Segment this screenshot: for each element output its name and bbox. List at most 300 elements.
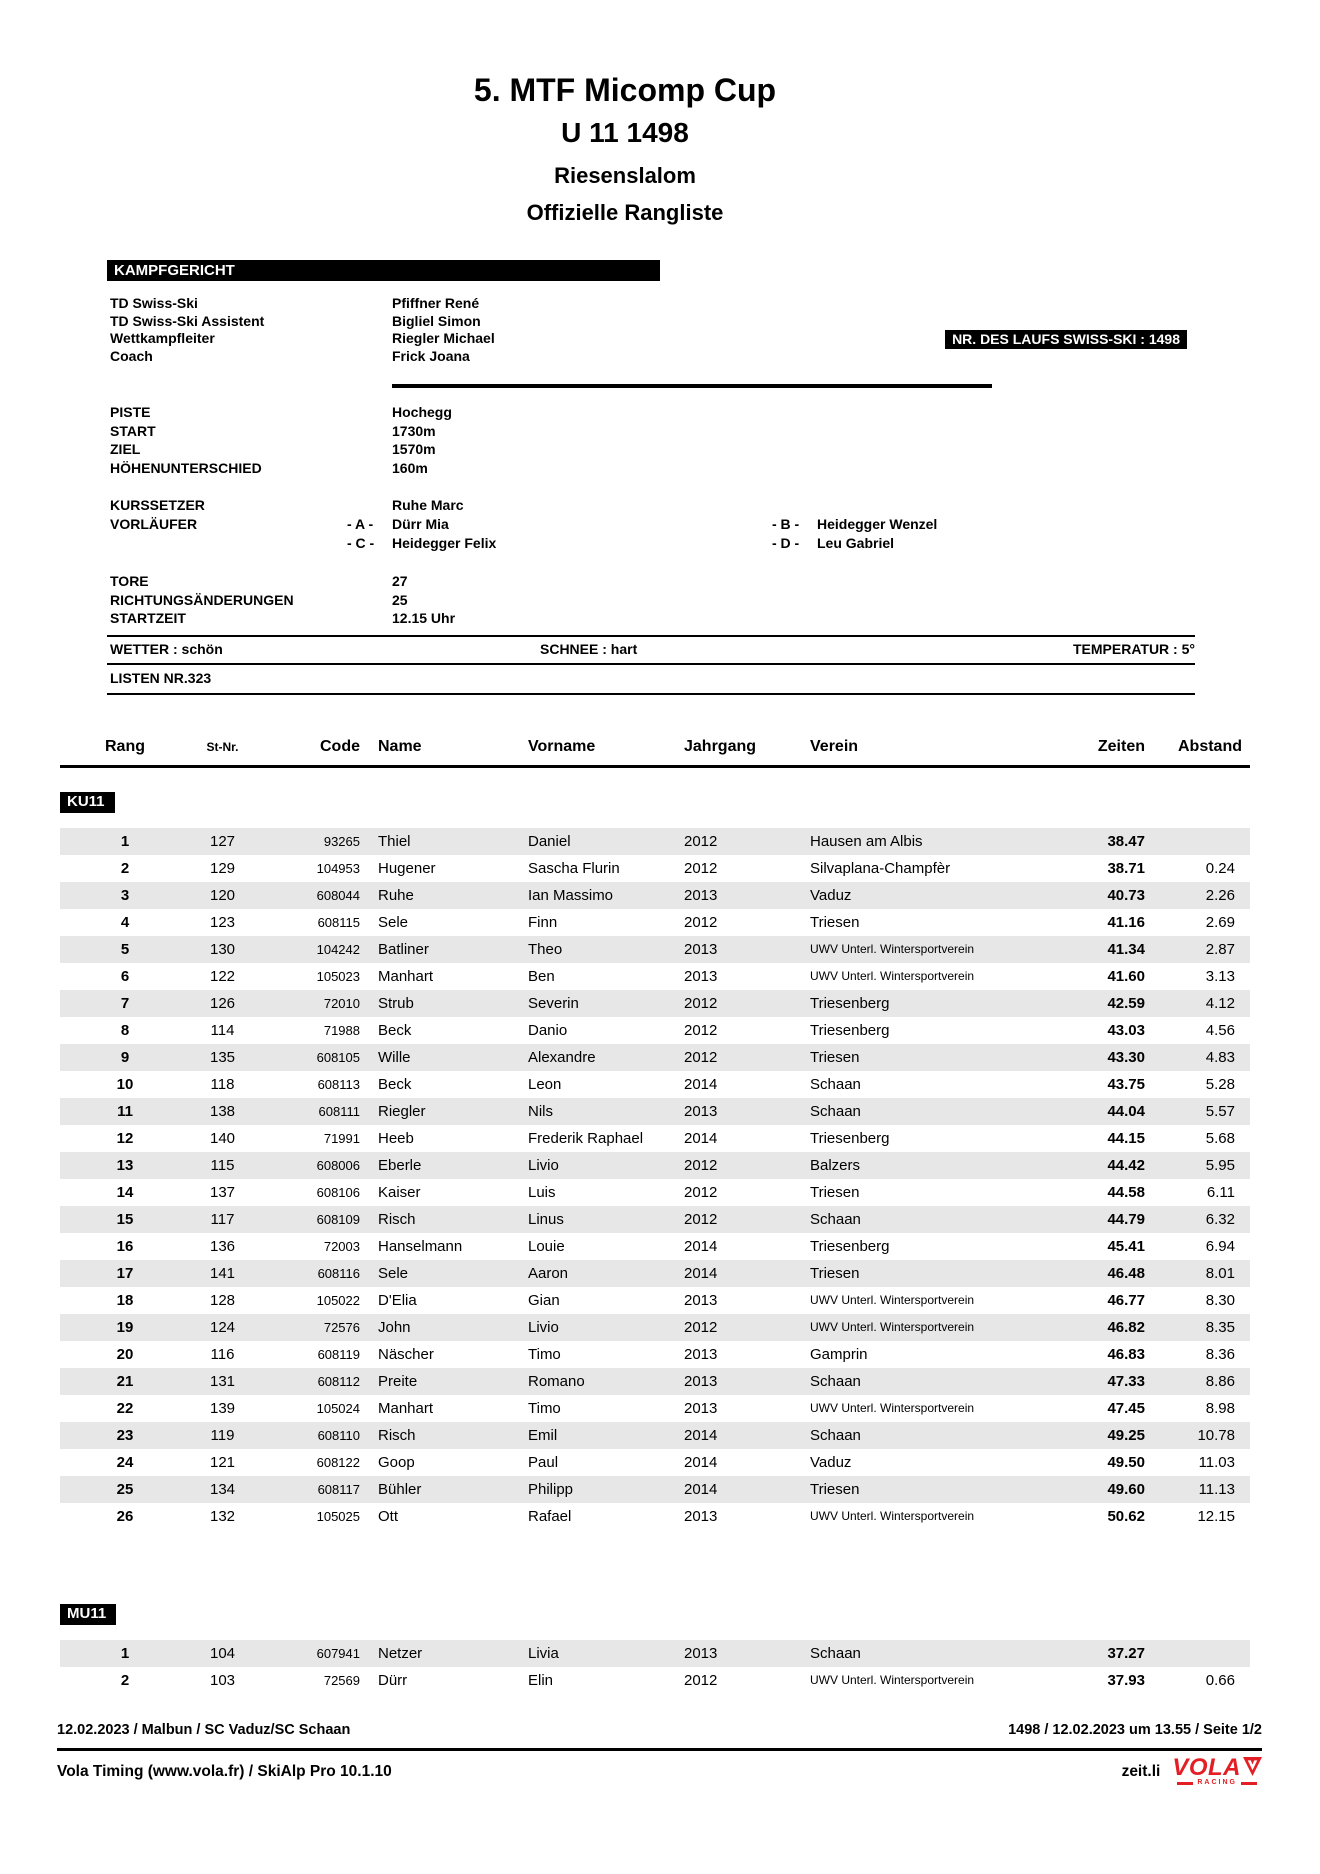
cell-year: 2012	[684, 1318, 718, 1336]
table-row	[60, 1125, 1250, 1152]
category-title: U 11 1498	[561, 117, 689, 148]
table-row	[60, 1071, 1250, 1098]
table-row	[60, 1449, 1250, 1476]
cell-rank: 4	[120, 913, 130, 931]
kv-label: VORLÄUFER	[110, 516, 198, 532]
cell-bib: 129	[209, 859, 236, 877]
cell-verein: Schaan	[810, 1426, 861, 1444]
section-rows	[60, 1640, 1250, 1694]
cell-code: 93265	[323, 833, 360, 849]
table-row	[60, 1503, 1250, 1530]
footer-brand-area	[1121, 1754, 1262, 1787]
table-row	[60, 1044, 1250, 1071]
results-sections	[60, 792, 1250, 1694]
cell-vorname: Frederik Raphael	[528, 1129, 644, 1147]
cell-rank: 17	[116, 1264, 134, 1282]
cell-name: Näscher	[378, 1345, 434, 1363]
jury-header-bar: KAMPFGERICHT	[107, 260, 660, 281]
table-row	[60, 1152, 1250, 1179]
cell-gap: 5.57	[1205, 1102, 1235, 1120]
cell-time: 37.27	[1107, 1644, 1145, 1662]
cell-rank: 3	[120, 886, 130, 904]
cell-bib: 103	[209, 1671, 236, 1689]
cell-year: 2013	[684, 967, 718, 985]
cell-year: 2013	[684, 886, 718, 904]
vola-racing-subtext	[1177, 1779, 1257, 1787]
cell-year: 2014	[684, 1129, 718, 1147]
gates-row	[107, 609, 1195, 628]
cell-rank: 2	[120, 1671, 130, 1689]
discipline-title: Riesenslalom	[554, 163, 696, 188]
kv-label: START	[110, 422, 156, 439]
table-row	[60, 1179, 1250, 1206]
kurssetzer-row	[107, 496, 1195, 515]
cell-verein: Triesen	[810, 1480, 860, 1498]
cell-vorname: Severin	[528, 994, 579, 1012]
cell-verein: Schaan	[810, 1210, 861, 1228]
cell-year: 2013	[684, 1372, 718, 1390]
table-row	[60, 990, 1250, 1017]
cell-vorname: Danio	[528, 1021, 568, 1039]
cell-vorname: Linus	[528, 1210, 564, 1228]
cell-name: Bühler	[378, 1480, 422, 1498]
racing-label: RACING	[1197, 1779, 1237, 1786]
cell-year: 2014	[684, 1453, 718, 1471]
cell-bib: 115	[210, 1156, 235, 1174]
cell-bib: 141	[209, 1264, 236, 1282]
course-row	[107, 440, 1195, 459]
cell-name: Ruhe	[378, 886, 414, 904]
cell-year: 2014	[684, 1264, 718, 1282]
jury-label: Wettkampfleiter	[110, 330, 215, 346]
cell-vorname: Nils	[528, 1102, 553, 1120]
forerunner-name: Leu Gabriel	[817, 535, 895, 551]
table-row	[60, 1287, 1250, 1314]
cell-vorname: Rafael	[528, 1507, 572, 1525]
cell-gap: 8.86	[1205, 1372, 1235, 1390]
timing-software-credit: Vola Timing (www.vola.fr) / SkiAlp Pro 10.1.10	[57, 1763, 392, 1780]
kv-value: 1730m	[392, 422, 436, 439]
list-subtitle: Offizielle Rangliste	[526, 200, 724, 225]
cell-rank: 25	[116, 1480, 134, 1498]
cell-rank: 23	[116, 1426, 134, 1444]
kv-value: 1570m	[392, 441, 436, 457]
cell-verein: UWV Unterl. Wintersportverein	[810, 1292, 975, 1307]
listen-nr: LISTEN NR.323	[110, 669, 212, 686]
forerunner-tag: - C -	[347, 535, 375, 551]
table-row	[60, 1017, 1250, 1044]
cell-code: 72010	[323, 995, 360, 1011]
cell-code: 71991	[323, 1130, 360, 1146]
cell-gap: 4.83	[1205, 1048, 1235, 1066]
table-row	[60, 1476, 1250, 1503]
cell-gap: 0.66	[1205, 1671, 1235, 1689]
cell-code: 608109	[316, 1211, 360, 1227]
weather-info: WETTER : schön	[110, 640, 223, 657]
header-vorname: Vorname	[528, 737, 596, 755]
cell-rank: 10	[116, 1075, 134, 1093]
cell-rank: 26	[116, 1507, 134, 1525]
cell-name: Eberle	[378, 1156, 422, 1174]
table-row	[60, 1314, 1250, 1341]
header-abstand: Abstand	[1178, 737, 1242, 755]
cell-verein: Hausen am Albis	[810, 832, 923, 850]
cell-year: 2013	[684, 940, 718, 958]
cell-time: 47.33	[1107, 1372, 1145, 1390]
cell-gap: 6.11	[1206, 1183, 1235, 1201]
cell-vorname: Livia	[528, 1644, 559, 1662]
cell-rank: 5	[120, 940, 130, 958]
cell-name: John	[378, 1318, 411, 1336]
cell-verein: Silvaplana-Champfèr	[810, 859, 951, 877]
cell-verein: Schaan	[810, 1372, 861, 1390]
cell-year: 2012	[684, 1671, 718, 1689]
table-row	[60, 855, 1250, 882]
kv-label: STARTZEIT	[110, 610, 186, 626]
cell-time: 46.77	[1107, 1291, 1145, 1309]
cell-vorname: Finn	[528, 913, 558, 931]
footer-page-info: 1498 / 12.02.2023 um 13.55 / Seite 1/2	[1008, 1722, 1262, 1738]
cell-verein: Vaduz	[810, 886, 852, 904]
cell-vorname: Alexandre	[528, 1048, 596, 1066]
cell-bib: 134	[209, 1480, 236, 1498]
cell-name: Wille	[378, 1048, 411, 1066]
jury-section	[107, 260, 1195, 388]
cell-rank: 19	[116, 1318, 134, 1336]
table-row	[60, 936, 1250, 963]
cell-vorname: Leon	[528, 1075, 562, 1093]
table-row	[60, 1422, 1250, 1449]
cell-rank: 12	[116, 1129, 134, 1147]
cell-vorname: Livio	[528, 1318, 559, 1336]
cell-rank: 15	[116, 1210, 134, 1228]
cell-name: Preite	[378, 1372, 418, 1390]
title-block	[60, 0, 1190, 230]
cell-year: 2012	[684, 1210, 718, 1228]
cell-bib: 123	[209, 913, 236, 931]
cell-rank: 22	[116, 1399, 134, 1417]
table-row	[60, 909, 1250, 936]
cell-verein: Balzers	[810, 1156, 861, 1174]
cell-bib: 138	[209, 1102, 236, 1120]
cell-code: 608110	[317, 1427, 360, 1443]
results-section	[60, 792, 1250, 1530]
cell-code: 608112	[317, 1373, 360, 1389]
cell-year: 2014	[684, 1075, 718, 1093]
divider-rule	[392, 384, 992, 388]
jury-value: Pfiffner René	[392, 295, 480, 311]
forerunner-tag: - D -	[772, 535, 800, 551]
cell-vorname: Timo	[528, 1345, 561, 1363]
footer-event-location: 12.02.2023 / Malbun / SC Vaduz/SC Schaan	[57, 1722, 351, 1738]
vola-brand-text: VOLA	[1172, 1754, 1241, 1781]
gates-row	[107, 591, 1195, 610]
cell-gap: 10.78	[1197, 1426, 1235, 1444]
footer-date-line	[57, 1722, 1262, 1739]
cell-verein: Triesenberg	[810, 1021, 890, 1039]
cell-gap	[1145, 828, 1250, 855]
cell-gap: 2.26	[1205, 886, 1235, 904]
header-rank: Rang	[105, 737, 145, 755]
cell-year: 2014	[684, 1480, 718, 1498]
cell-name: Batliner	[378, 940, 429, 958]
cell-rank: 1	[120, 832, 130, 850]
results-table	[60, 737, 1250, 1694]
cell-bib: 132	[209, 1507, 236, 1525]
cell-gap: 8.30	[1205, 1291, 1235, 1309]
cell-name: Sele	[378, 913, 409, 931]
cell-verein: Schaan	[810, 1075, 861, 1093]
table-row	[60, 882, 1250, 909]
course-row	[107, 422, 1195, 441]
cell-code: 608006	[316, 1157, 360, 1173]
cell-name: D'Elia	[378, 1291, 417, 1309]
forerunner-tag: - B -	[772, 516, 800, 532]
header-name: Name	[378, 737, 422, 755]
cell-gap: 6.32	[1205, 1210, 1235, 1228]
cell-gap: 4.12	[1205, 994, 1235, 1012]
cell-bib: 117	[210, 1210, 235, 1228]
cell-code: 607941	[316, 1645, 360, 1661]
race-number-badge: NR. DES LAUFS SWISS-SKI : 1498	[945, 330, 1187, 349]
cell-time: 44.04	[1107, 1102, 1145, 1120]
cell-bib: 114	[210, 1021, 235, 1039]
kv-value: 27	[392, 573, 408, 589]
cell-name: Goop	[378, 1453, 415, 1471]
forerunner-name: Heidegger Wenzel	[817, 516, 938, 532]
cell-bib: 137	[209, 1183, 236, 1201]
cell-time: 43.30	[1107, 1048, 1145, 1066]
kv-label: TORE	[110, 573, 149, 589]
cell-verein: Triesen	[810, 913, 860, 931]
cell-time: 41.16	[1107, 913, 1145, 931]
cell-time: 46.83	[1107, 1345, 1145, 1363]
kv-value: Ruhe Marc	[392, 497, 464, 513]
cell-code: 104242	[316, 941, 360, 957]
table-row	[60, 1667, 1250, 1694]
cell-gap: 8.98	[1205, 1399, 1235, 1417]
jury-row	[107, 295, 1195, 313]
course-row	[107, 403, 1195, 422]
cell-rank: 18	[116, 1291, 134, 1309]
gates-section	[107, 572, 1195, 628]
cell-name: Heeb	[378, 1129, 414, 1147]
cell-bib: 124	[209, 1318, 236, 1336]
header-verein: Verein	[810, 737, 859, 755]
cell-gap: 2.69	[1205, 913, 1235, 931]
cell-bib: 122	[209, 967, 236, 985]
forerunner-name: Heidegger Felix	[392, 535, 497, 551]
kv-value: 25	[392, 591, 408, 608]
cell-year: 2013	[684, 1291, 718, 1309]
cell-time: 46.48	[1107, 1264, 1145, 1282]
cell-name: Hugener	[378, 859, 436, 877]
cell-verein: Triesen	[810, 1264, 860, 1282]
cell-vorname: Livio	[528, 1156, 559, 1174]
cell-bib: 130	[209, 940, 236, 958]
cell-vorname: Gian	[528, 1291, 560, 1309]
cell-vorname: Louie	[528, 1237, 565, 1255]
cell-name: Netzer	[378, 1644, 423, 1662]
cell-bib: 118	[210, 1075, 235, 1093]
section-tag: MU11	[60, 1604, 116, 1625]
divider-rule	[57, 1748, 1262, 1751]
cell-year: 2013	[684, 1345, 718, 1363]
cell-time: 46.82	[1107, 1318, 1145, 1336]
cell-bib: 127	[209, 832, 236, 850]
cell-bib: 139	[209, 1399, 236, 1417]
cell-bib: 126	[209, 994, 236, 1012]
cell-year: 2014	[684, 1237, 718, 1255]
logo-bar	[1241, 1782, 1257, 1785]
cell-verein: Triesenberg	[810, 994, 890, 1012]
section-rows	[60, 828, 1250, 1530]
cell-time: 41.60	[1107, 967, 1145, 985]
header-bib: St-Nr.	[206, 739, 239, 754]
cell-vorname: Timo	[528, 1399, 561, 1417]
cell-verein: UWV Unterl. Wintersportverein	[810, 968, 975, 983]
cell-year: 2012	[684, 1183, 718, 1201]
cell-gap: 8.36	[1205, 1345, 1235, 1363]
cell-year: 2012	[684, 1048, 718, 1066]
cell-rank: 1	[120, 1644, 130, 1662]
cell-bib: 120	[209, 886, 236, 904]
table-row	[60, 1395, 1250, 1422]
cell-time: 49.60	[1107, 1480, 1145, 1498]
cell-gap: 0.24	[1205, 859, 1235, 877]
cell-time: 47.45	[1107, 1399, 1145, 1417]
cell-code: 608117	[317, 1481, 360, 1497]
cell-year: 2013	[684, 1399, 718, 1417]
cell-verein: UWV Unterl. Wintersportverein	[810, 1672, 975, 1687]
results-header-row	[60, 737, 1250, 768]
cell-rank: 9	[120, 1048, 130, 1066]
cell-vorname: Theo	[528, 940, 563, 958]
cell-code: 608116	[317, 1265, 360, 1281]
table-row	[60, 1206, 1250, 1233]
cell-verein: UWV Unterl. Wintersportverein	[810, 1400, 975, 1415]
cell-time: 38.71	[1107, 859, 1145, 877]
jury-row	[107, 313, 1195, 331]
cell-gap: 4.56	[1205, 1021, 1235, 1039]
cell-time: 43.75	[1107, 1075, 1145, 1093]
temperature-info: TEMPERATUR : 5°	[1072, 640, 1195, 657]
cell-bib: 119	[210, 1426, 235, 1444]
cell-name: Thiel	[378, 832, 411, 850]
forerunner-tag: - A -	[347, 516, 374, 532]
cell-vorname: Ben	[528, 967, 555, 985]
cell-code: 105024	[316, 1400, 360, 1416]
cell-gap: 11.13	[1198, 1480, 1235, 1498]
cell-time: 44.58	[1107, 1183, 1145, 1201]
table-row	[60, 1260, 1250, 1287]
table-row	[60, 1098, 1250, 1125]
cell-verein: UWV Unterl. Wintersportverein	[810, 1508, 975, 1523]
cell-time: 49.25	[1107, 1426, 1145, 1444]
cell-name: Beck	[378, 1075, 412, 1093]
cell-year: 2012	[684, 994, 718, 1012]
course-section	[107, 403, 1195, 477]
cell-name: Dürr	[378, 1671, 408, 1689]
cell-gap: 5.28	[1205, 1075, 1235, 1093]
cell-bib: 135	[209, 1048, 236, 1066]
kv-label	[107, 534, 347, 553]
cell-verein: Schaan	[810, 1102, 861, 1120]
cell-rank: 8	[120, 1021, 130, 1039]
vola-racing-logo	[1172, 1754, 1262, 1787]
kv-value: Hochegg	[392, 404, 452, 420]
cell-code: 71988	[323, 1022, 360, 1038]
cell-code: 72576	[323, 1319, 360, 1335]
cell-code: 608115	[317, 914, 360, 930]
table-row	[60, 1368, 1250, 1395]
cell-vorname: Elin	[528, 1671, 554, 1689]
cell-code: 105025	[316, 1508, 360, 1524]
forerunner-row	[107, 515, 1195, 534]
cell-year: 2012	[684, 832, 718, 850]
cell-code: 105023	[316, 968, 360, 984]
jury-row	[107, 348, 1195, 366]
cell-bib: 128	[209, 1291, 236, 1309]
cell-year: 2012	[684, 859, 718, 877]
cell-gap: 5.95	[1205, 1156, 1235, 1174]
cell-rank: 16	[116, 1237, 134, 1255]
cell-time: 37.93	[1107, 1671, 1145, 1689]
cell-rank: 14	[116, 1183, 134, 1201]
header-code: Code	[320, 737, 360, 755]
cell-name: Risch	[378, 1210, 416, 1228]
cell-gap: 8.35	[1205, 1318, 1235, 1336]
cell-vorname: Sascha Flurin	[528, 859, 620, 877]
jury-value: Bigliel Simon	[392, 312, 481, 329]
cell-rank: 6	[120, 967, 130, 985]
cell-year: 2014	[684, 1426, 718, 1444]
cell-name: Ott	[378, 1507, 399, 1525]
cell-gap: 8.01	[1205, 1264, 1235, 1282]
cell-vorname: Luis	[528, 1183, 556, 1201]
cell-verein: Triesenberg	[810, 1129, 890, 1147]
kv-label: PISTE	[110, 404, 151, 420]
cell-time: 44.42	[1107, 1156, 1145, 1174]
cell-rank: 21	[116, 1372, 134, 1390]
section-tag: KU11	[60, 792, 115, 813]
cell-name: Hanselmann	[378, 1237, 463, 1255]
cell-name: Manhart	[378, 967, 434, 985]
cell-name: Kaiser	[378, 1183, 421, 1201]
cell-name: Beck	[378, 1021, 412, 1039]
cell-code: 608122	[316, 1454, 360, 1470]
race-info-block	[107, 260, 1195, 695]
cell-verein: Vaduz	[810, 1453, 852, 1471]
cell-time: 41.34	[1107, 940, 1145, 958]
cell-bib: 116	[210, 1345, 235, 1363]
gates-row	[107, 572, 1195, 591]
cell-year: 2013	[684, 1102, 718, 1120]
cell-code: 608105	[316, 1049, 360, 1065]
cell-bib: 140	[209, 1129, 236, 1147]
cell-vorname: Philipp	[528, 1480, 574, 1498]
cell-rank: 13	[116, 1156, 134, 1174]
table-row	[60, 1233, 1250, 1260]
cell-gap: 12.15	[1197, 1507, 1235, 1525]
event-title: 5. MTF Micomp Cup	[473, 72, 777, 108]
cell-code: 105022	[316, 1292, 360, 1308]
cell-year: 2012	[684, 913, 718, 931]
snow-info: SCHNEE : hart	[540, 640, 638, 657]
cell-year: 2012	[684, 1156, 718, 1174]
cell-rank: 24	[116, 1453, 134, 1471]
cell-verein: UWV Unterl. Wintersportverein	[810, 1319, 975, 1334]
